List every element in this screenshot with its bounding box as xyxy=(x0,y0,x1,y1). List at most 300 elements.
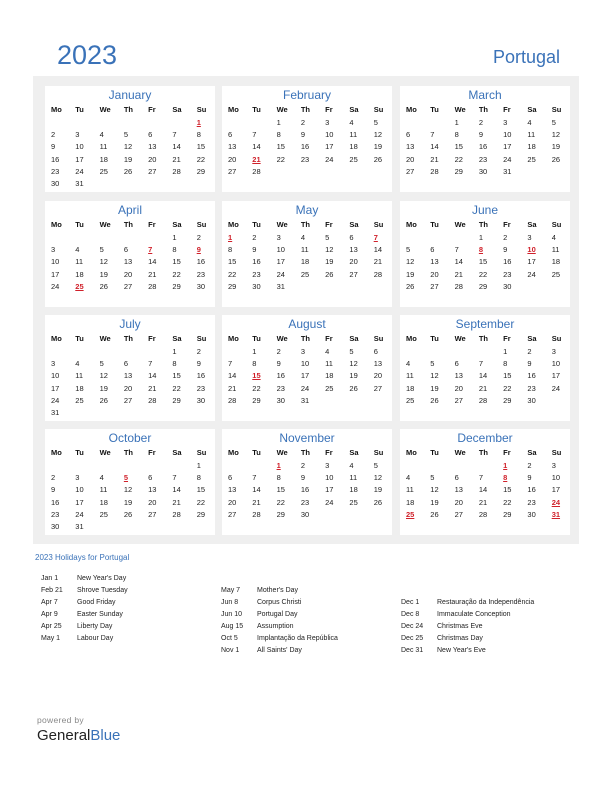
month-january xyxy=(45,86,215,192)
day-cell: 17 xyxy=(75,154,84,164)
holiday-day-cell: 1 xyxy=(228,232,233,242)
weekday-header: Mo xyxy=(51,333,62,343)
weekday-header: Sa xyxy=(527,219,537,229)
day-cell: 27 xyxy=(228,509,237,519)
day-cell: 26 xyxy=(123,509,133,519)
month-september xyxy=(400,315,570,421)
empty-cell xyxy=(400,459,424,471)
day-cell: 19 xyxy=(373,485,383,495)
day-cell: 20 xyxy=(123,269,133,279)
empty-cell xyxy=(546,280,570,292)
day-cell: 8 xyxy=(276,129,281,139)
day-cell: 10 xyxy=(503,129,512,139)
weekday-header: We xyxy=(99,219,111,229)
day-cell: 18 xyxy=(527,142,536,152)
day-cell: 9 xyxy=(252,244,257,254)
day-cell: 13 xyxy=(430,257,439,267)
day-cell: 29 xyxy=(172,395,181,405)
empty-cell xyxy=(94,459,118,471)
day-cell: 12 xyxy=(349,358,358,368)
day-cell: 27 xyxy=(406,166,415,176)
empty-cell xyxy=(191,406,215,418)
day-cell: 23 xyxy=(252,269,261,279)
day-cell: 28 xyxy=(454,281,463,291)
month-title: February xyxy=(282,88,332,102)
day-cell: 7 xyxy=(252,472,257,482)
day-cell: 16 xyxy=(51,154,60,164)
weekday-header: We xyxy=(99,333,111,343)
day-cell: 21 xyxy=(430,154,439,164)
day-cell: 30 xyxy=(252,281,261,291)
day-cell: 6 xyxy=(228,129,233,139)
holiday-column xyxy=(401,599,534,659)
day-cell: 25 xyxy=(406,395,415,405)
day-cell: 11 xyxy=(406,485,414,495)
weekday-header: Su xyxy=(373,333,384,343)
holiday-day-cell: 25 xyxy=(406,509,415,519)
holiday-column xyxy=(41,575,128,647)
day-cell: 23 xyxy=(503,269,512,279)
empty-cell xyxy=(94,177,118,189)
empty-cell xyxy=(69,459,93,471)
day-cell: 30 xyxy=(51,179,60,189)
day-cell: 9 xyxy=(478,129,484,139)
day-cell: 7 xyxy=(252,129,257,139)
day-cell: 12 xyxy=(406,257,415,267)
day-cell: 17 xyxy=(276,257,285,267)
day-cell: 30 xyxy=(527,395,536,405)
day-cell: 5 xyxy=(123,129,129,139)
day-cell: 23 xyxy=(51,166,60,176)
holiday-item xyxy=(41,635,128,647)
day-cell: 29 xyxy=(228,281,237,291)
day-cell: 16 xyxy=(252,257,261,267)
day-cell: 29 xyxy=(196,509,206,519)
day-cell: 14 xyxy=(252,142,261,152)
holiday-day-cell: 9 xyxy=(196,244,201,254)
empty-cell xyxy=(400,231,424,243)
empty-cell xyxy=(142,177,166,189)
day-cell: 20 xyxy=(148,154,157,164)
day-cell: 6 xyxy=(373,346,378,356)
day-cell: 18 xyxy=(349,485,358,495)
holiday-name: Shrove Tuesday xyxy=(77,587,128,594)
holiday-item xyxy=(401,635,534,647)
day-cell: 26 xyxy=(349,383,358,393)
day-cell: 28 xyxy=(252,166,261,176)
day-cell: 11 xyxy=(527,129,536,139)
empty-cell xyxy=(142,231,166,243)
day-cell: 3 xyxy=(527,232,532,242)
day-cell: 18 xyxy=(325,371,334,381)
day-cell: 16 xyxy=(527,485,536,495)
day-cell: 27 xyxy=(430,281,439,291)
holiday-name: New Year's Day xyxy=(77,575,127,582)
weekday-header: We xyxy=(276,219,288,229)
day-cell: 7 xyxy=(478,358,484,368)
holiday-name: All Saints' Day xyxy=(257,647,302,654)
empty-cell xyxy=(546,394,570,406)
day-cell: 4 xyxy=(551,232,556,242)
day-cell: 22 xyxy=(228,269,237,279)
weekday-header: Th xyxy=(123,104,134,114)
day-cell: 5 xyxy=(99,244,104,254)
month-title: June xyxy=(471,203,499,217)
holiday-day-cell: 7 xyxy=(148,244,153,254)
holiday-date: Oct 5 xyxy=(221,635,238,642)
day-cell: 2 xyxy=(527,346,532,356)
day-cell: 28 xyxy=(252,509,261,519)
day-cell: 3 xyxy=(551,346,556,356)
empty-cell xyxy=(295,165,319,177)
day-cell: 17 xyxy=(503,142,512,152)
day-cell: 3 xyxy=(51,358,56,368)
day-cell: 4 xyxy=(349,117,354,127)
weekday-header: Mo xyxy=(51,447,62,457)
month-title: October xyxy=(108,431,152,445)
day-cell: 24 xyxy=(325,497,334,507)
day-cell: 18 xyxy=(99,497,108,507)
day-cell: 6 xyxy=(228,472,233,482)
day-cell: 4 xyxy=(349,460,354,470)
empty-cell xyxy=(319,394,343,406)
day-cell: 31 xyxy=(276,281,285,291)
weekday-header: Tu xyxy=(75,447,84,457)
weekday-header: Fr xyxy=(503,219,511,229)
month-june xyxy=(400,201,570,307)
day-cell: 5 xyxy=(99,358,104,368)
holiday-item xyxy=(401,623,534,635)
day-cell: 25 xyxy=(300,269,310,279)
weekday-header: We xyxy=(276,104,288,114)
weekday-header: Mo xyxy=(228,447,239,457)
day-cell: 20 xyxy=(228,154,237,164)
day-cell: 6 xyxy=(454,358,459,368)
day-cell: 14 xyxy=(454,257,463,267)
day-cell: 26 xyxy=(99,395,108,405)
day-cell: 11 xyxy=(300,244,309,254)
day-cell: 23 xyxy=(478,154,488,164)
day-cell: 29 xyxy=(172,281,181,291)
day-cell: 13 xyxy=(373,358,383,368)
holiday-day-cell: 8 xyxy=(478,244,484,254)
day-cell: 11 xyxy=(349,129,358,139)
holiday-day-cell: 31 xyxy=(551,509,561,519)
day-cell: 16 xyxy=(300,142,310,152)
day-cell: 19 xyxy=(430,383,439,393)
day-cell: 17 xyxy=(551,371,561,381)
day-cell: 2 xyxy=(503,232,508,242)
day-cell: 26 xyxy=(123,166,133,176)
weekday-header: Fr xyxy=(148,447,156,457)
holiday-date: May 1 xyxy=(41,635,61,642)
weekday-header: Th xyxy=(478,219,489,229)
day-cell: 29 xyxy=(503,509,512,519)
holiday-item xyxy=(41,599,128,611)
empty-cell xyxy=(45,345,69,357)
day-cell: 2 xyxy=(478,117,484,127)
holiday-date: Apr 9 xyxy=(41,611,58,618)
day-cell: 11 xyxy=(325,358,333,368)
empty-cell xyxy=(546,165,570,177)
holiday-name: New Year's Eve xyxy=(437,647,486,654)
weekday-header: Tu xyxy=(252,104,261,114)
day-cell: 9 xyxy=(503,244,508,254)
empty-cell xyxy=(118,520,142,532)
day-cell: 30 xyxy=(276,395,285,405)
day-cell: 4 xyxy=(75,358,80,368)
day-cell: 18 xyxy=(406,497,415,507)
day-cell: 2 xyxy=(252,232,257,242)
day-cell: 10 xyxy=(75,485,84,495)
holiday-day-cell: 10 xyxy=(527,244,536,254)
day-cell: 8 xyxy=(196,472,201,482)
holiday-item xyxy=(221,599,338,611)
day-cell: 22 xyxy=(252,383,261,393)
day-cell: 21 xyxy=(148,269,157,279)
day-cell: 25 xyxy=(99,509,108,519)
day-cell: 31 xyxy=(300,395,310,405)
day-cell: 11 xyxy=(551,244,560,254)
weekday-header: Su xyxy=(196,447,207,457)
generalblue-logo[interactable] xyxy=(37,727,120,744)
day-cell: 21 xyxy=(172,497,181,507)
weekday-header: We xyxy=(99,447,111,457)
day-cell: 28 xyxy=(478,509,488,519)
empty-cell xyxy=(45,116,69,128)
day-cell: 27 xyxy=(373,383,383,393)
empty-cell xyxy=(449,231,473,243)
day-cell: 27 xyxy=(349,269,358,279)
month-title: July xyxy=(119,317,141,331)
day-cell: 14 xyxy=(430,142,439,152)
empty-cell xyxy=(142,116,166,128)
day-cell: 29 xyxy=(503,395,512,405)
day-cell: 28 xyxy=(172,166,181,176)
day-cell: 19 xyxy=(123,154,133,164)
day-cell: 15 xyxy=(454,142,463,152)
day-cell: 15 xyxy=(172,371,181,381)
day-cell: 13 xyxy=(228,142,237,152)
day-cell: 7 xyxy=(148,358,153,368)
holiday-item xyxy=(41,623,128,635)
holiday-day-cell: 5 xyxy=(123,472,129,482)
day-cell: 18 xyxy=(75,269,84,279)
weekday-header: We xyxy=(276,447,288,457)
day-cell: 11 xyxy=(406,371,414,381)
day-cell: 1 xyxy=(503,346,508,356)
day-cell: 9 xyxy=(51,485,56,495)
weekday-header: Tu xyxy=(430,447,439,457)
empty-cell xyxy=(45,459,69,471)
day-cell: 16 xyxy=(196,371,206,381)
weekday-header: Su xyxy=(373,447,384,457)
holiday-day-cell: 24 xyxy=(551,497,561,507)
day-cell: 5 xyxy=(349,346,354,356)
day-cell: 14 xyxy=(148,371,157,381)
weekday-header: Fr xyxy=(325,447,333,457)
day-cell: 8 xyxy=(503,358,508,368)
day-cell: 29 xyxy=(454,166,463,176)
day-cell: 21 xyxy=(478,383,488,393)
day-cell: 19 xyxy=(99,383,108,393)
empty-cell xyxy=(166,116,190,128)
holiday-item xyxy=(221,587,338,599)
empty-cell xyxy=(521,165,545,177)
day-cell: 26 xyxy=(430,509,439,519)
weekday-header: Mo xyxy=(228,219,239,229)
day-cell: 21 xyxy=(172,154,181,164)
day-cell: 24 xyxy=(51,281,60,291)
day-cell: 12 xyxy=(99,257,108,267)
holiday-date: Dec 8 xyxy=(401,611,420,618)
holiday-name: Corpus Christi xyxy=(257,599,302,606)
day-cell: 6 xyxy=(123,244,129,254)
day-cell: 24 xyxy=(75,166,84,176)
holiday-name: Portugal Day xyxy=(257,611,298,618)
holiday-day-cell: 21 xyxy=(252,154,261,164)
day-cell: 24 xyxy=(300,383,310,393)
day-cell: 12 xyxy=(325,244,334,254)
month-title: November xyxy=(279,431,335,445)
holiday-day-cell: 1 xyxy=(196,117,201,127)
empty-cell xyxy=(343,165,367,177)
empty-cell xyxy=(166,177,190,189)
day-cell: 15 xyxy=(172,257,181,267)
day-cell: 13 xyxy=(406,142,415,152)
day-cell: 2 xyxy=(196,346,201,356)
day-cell: 2 xyxy=(51,472,56,482)
day-cell: 6 xyxy=(454,472,459,482)
day-cell: 17 xyxy=(51,269,60,279)
day-cell: 10 xyxy=(551,472,561,482)
month-october xyxy=(45,429,215,535)
holiday-day-cell: 25 xyxy=(75,281,84,291)
empty-cell xyxy=(69,116,93,128)
empty-cell xyxy=(166,406,190,418)
day-cell: 4 xyxy=(99,129,104,139)
month-august xyxy=(222,315,392,421)
day-cell: 24 xyxy=(503,154,512,164)
day-cell: 13 xyxy=(123,371,133,381)
empty-cell xyxy=(69,406,93,418)
month-february xyxy=(222,86,392,192)
calendar-year: 2023 xyxy=(57,40,118,70)
weekday-header: Mo xyxy=(406,104,417,114)
day-cell: 5 xyxy=(430,472,435,482)
day-cell: 27 xyxy=(148,509,157,519)
day-cell: 29 xyxy=(252,395,261,405)
day-cell: 22 xyxy=(172,383,181,393)
day-cell: 26 xyxy=(551,154,561,164)
day-cell: 25 xyxy=(75,395,84,405)
day-cell: 20 xyxy=(454,383,463,393)
weekday-header: Fr xyxy=(325,219,333,229)
holiday-date: Jun 8 xyxy=(221,599,239,606)
day-cell: 6 xyxy=(148,472,153,482)
empty-cell xyxy=(94,520,118,532)
holiday-day-cell: 1 xyxy=(276,460,281,470)
day-cell: 7 xyxy=(430,129,435,139)
day-cell: 10 xyxy=(276,244,285,254)
day-cell: 8 xyxy=(172,358,177,368)
day-cell: 26 xyxy=(373,497,383,507)
day-cell: 20 xyxy=(123,383,133,393)
weekday-header: Sa xyxy=(527,104,537,114)
day-cell: 26 xyxy=(430,395,439,405)
holiday-item xyxy=(221,611,338,623)
day-cell: 7 xyxy=(228,358,233,368)
day-cell: 28 xyxy=(373,269,383,279)
day-cell: 5 xyxy=(406,244,411,254)
weekday-header: Su xyxy=(551,219,562,229)
empty-cell xyxy=(319,165,343,177)
day-cell: 28 xyxy=(478,395,488,405)
weekday-header: Sa xyxy=(527,447,537,457)
day-cell: 1 xyxy=(172,232,177,242)
day-cell: 20 xyxy=(430,269,439,279)
day-cell: 11 xyxy=(75,371,84,381)
weekday-header: Mo xyxy=(406,219,417,229)
day-cell: 5 xyxy=(551,117,556,127)
empty-cell xyxy=(69,231,93,243)
day-cell: 20 xyxy=(148,497,157,507)
day-cell: 3 xyxy=(551,460,556,470)
day-cell: 24 xyxy=(276,269,285,279)
holiday-day-cell: 7 xyxy=(373,232,378,242)
holiday-day-cell: 1 xyxy=(503,460,508,470)
day-cell: 28 xyxy=(430,166,439,176)
day-cell: 12 xyxy=(430,371,439,381)
day-cell: 7 xyxy=(478,472,484,482)
weekday-header: Sa xyxy=(172,447,182,457)
day-cell: 15 xyxy=(228,257,237,267)
day-cell: 6 xyxy=(430,244,435,254)
day-cell: 5 xyxy=(430,358,435,368)
day-cell: 21 xyxy=(454,269,463,279)
day-cell: 20 xyxy=(454,497,463,507)
day-cell: 23 xyxy=(527,383,536,393)
weekday-header: Tu xyxy=(252,219,261,229)
day-cell: 16 xyxy=(300,485,310,495)
day-cell: 4 xyxy=(325,346,330,356)
day-cell: 9 xyxy=(276,358,281,368)
day-cell: 4 xyxy=(99,472,104,482)
empty-cell xyxy=(473,345,497,357)
empty-cell xyxy=(449,459,473,471)
day-cell: 8 xyxy=(228,244,233,254)
month-title: December xyxy=(457,431,513,445)
weekday-header: Sa xyxy=(349,104,359,114)
day-cell: 12 xyxy=(123,142,133,152)
day-cell: 16 xyxy=(51,497,60,507)
empty-cell xyxy=(118,345,142,357)
weekday-header: Th xyxy=(123,333,134,343)
weekday-header: Su xyxy=(196,104,207,114)
day-cell: 26 xyxy=(373,154,383,164)
day-cell: 30 xyxy=(527,509,536,519)
month-march xyxy=(400,86,570,192)
holiday-day-cell: 8 xyxy=(503,472,508,482)
day-cell: 17 xyxy=(51,383,60,393)
weekday-header: Th xyxy=(478,104,489,114)
day-cell: 6 xyxy=(123,358,129,368)
holiday-name: Christmas Eve xyxy=(437,623,483,630)
empty-cell xyxy=(94,406,118,418)
brand-blue: Blue xyxy=(90,727,121,744)
day-cell: 9 xyxy=(300,472,306,482)
weekday-header: We xyxy=(99,104,111,114)
